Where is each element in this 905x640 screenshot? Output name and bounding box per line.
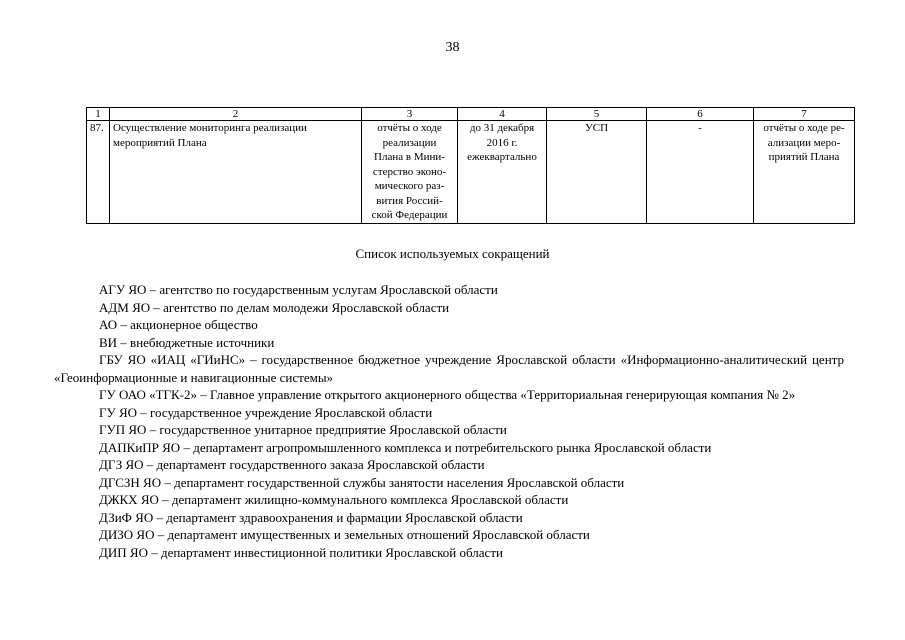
- funding-cell: -: [647, 121, 754, 224]
- result-line: Плана в Мини-: [374, 151, 445, 163]
- abbreviation-item: ГУП ЯО – государственное унитарное предприятие Ярославской области: [99, 422, 507, 437]
- abbreviation-item: АГУ ЯО – агентство по государственным услугам Ярославской области: [99, 282, 498, 297]
- abbreviation-item: ДИП ЯО – департамент инвестиционной политики Ярославской области: [99, 544, 503, 560]
- result-cell: [362, 121, 458, 224]
- section-title: Список используемых сокращений: [355, 246, 550, 261]
- abbreviation-item: ДЗиФ ЯО – департамент здравоохранения и фармации Ярославской области: [99, 509, 523, 525]
- row-number: 87.: [87, 121, 110, 224]
- column-number: 3: [362, 108, 458, 121]
- column-number: 2: [110, 108, 362, 121]
- deadline-line: ежеквартально: [467, 151, 537, 163]
- column-number: 7: [754, 108, 855, 121]
- abbreviation-item: ГБУ ЯО «ИАЦ «ГИиНС» – государственное бюджетное учреждение Ярославской области «Информационно-аналитический центр «Геоинформационные и навигационные системы»: [54, 352, 844, 385]
- indicator-line: отчёты о ходе ре-: [763, 122, 845, 134]
- indicator-line: приятий Плана: [768, 151, 840, 163]
- abbreviation-item: ДГЗ ЯО – департамент государственного заказа Ярославской области: [99, 457, 485, 472]
- activity-line: мероприятий Плана: [113, 136, 207, 149]
- deadline-cell: [458, 121, 547, 224]
- result-line: вития Россий-: [376, 194, 443, 207]
- result-line: отчёты о ходе: [377, 122, 442, 134]
- result-line: реализации: [382, 136, 437, 149]
- result-line: стерство эконо-: [372, 165, 447, 178]
- deadline-line: до 31 декабря: [469, 122, 535, 134]
- abbreviation-item: ДГСЗН ЯО – департамент государственной службы занятости населения Ярославской области: [99, 474, 625, 490]
- column-number: 5: [547, 108, 647, 121]
- activity-line: Осуществление мониторинга реализации: [113, 122, 307, 134]
- abbreviation-list: [54, 281, 844, 561]
- abbreviation-item: АО – акционерное общество: [99, 317, 258, 332]
- column-number: 4: [458, 108, 547, 121]
- page-number: 38: [445, 40, 460, 55]
- abbreviation-item: ДИЗО ЯО – департамент имущественных и земельных отношений Ярославской области: [99, 527, 590, 542]
- abbreviation-item: ВИ – внебюджетные источники: [99, 334, 275, 350]
- executor-cell: УСП: [547, 121, 647, 224]
- column-number: 1: [87, 108, 110, 121]
- indicator-line: ализации меро-: [767, 136, 841, 149]
- abbreviation-item: ДЖКХ ЯО – департамент жилищно-коммунального комплекса Ярославской области: [99, 492, 569, 507]
- deadline-line: 2016 г.: [486, 136, 518, 149]
- abbreviation-item: ДАПКиПР ЯО – департамент агропромышленного комплекса и потребительского рынка Ярославской области: [99, 439, 712, 455]
- table-header-row: [87, 108, 855, 121]
- abbreviation-item: ГУ ЯО – государственное учреждение Ярославской области: [99, 404, 433, 420]
- abbreviation-item: АДМ ЯО – агентство по делам молодежи Ярославской области: [99, 299, 450, 315]
- activity-cell: [110, 121, 362, 224]
- result-line: мического раз-: [374, 180, 445, 192]
- column-number: 6: [647, 108, 754, 121]
- table-row: [87, 121, 855, 224]
- indicator-cell: [754, 121, 855, 224]
- result-line: ской Федерации: [371, 209, 448, 221]
- plan-table: [86, 107, 855, 224]
- abbreviation-item: ГУ ОАО «ТГК-2» – Главное управление открытого акционерного общества «Территориальная генерирующая компания № 2»: [99, 387, 796, 402]
